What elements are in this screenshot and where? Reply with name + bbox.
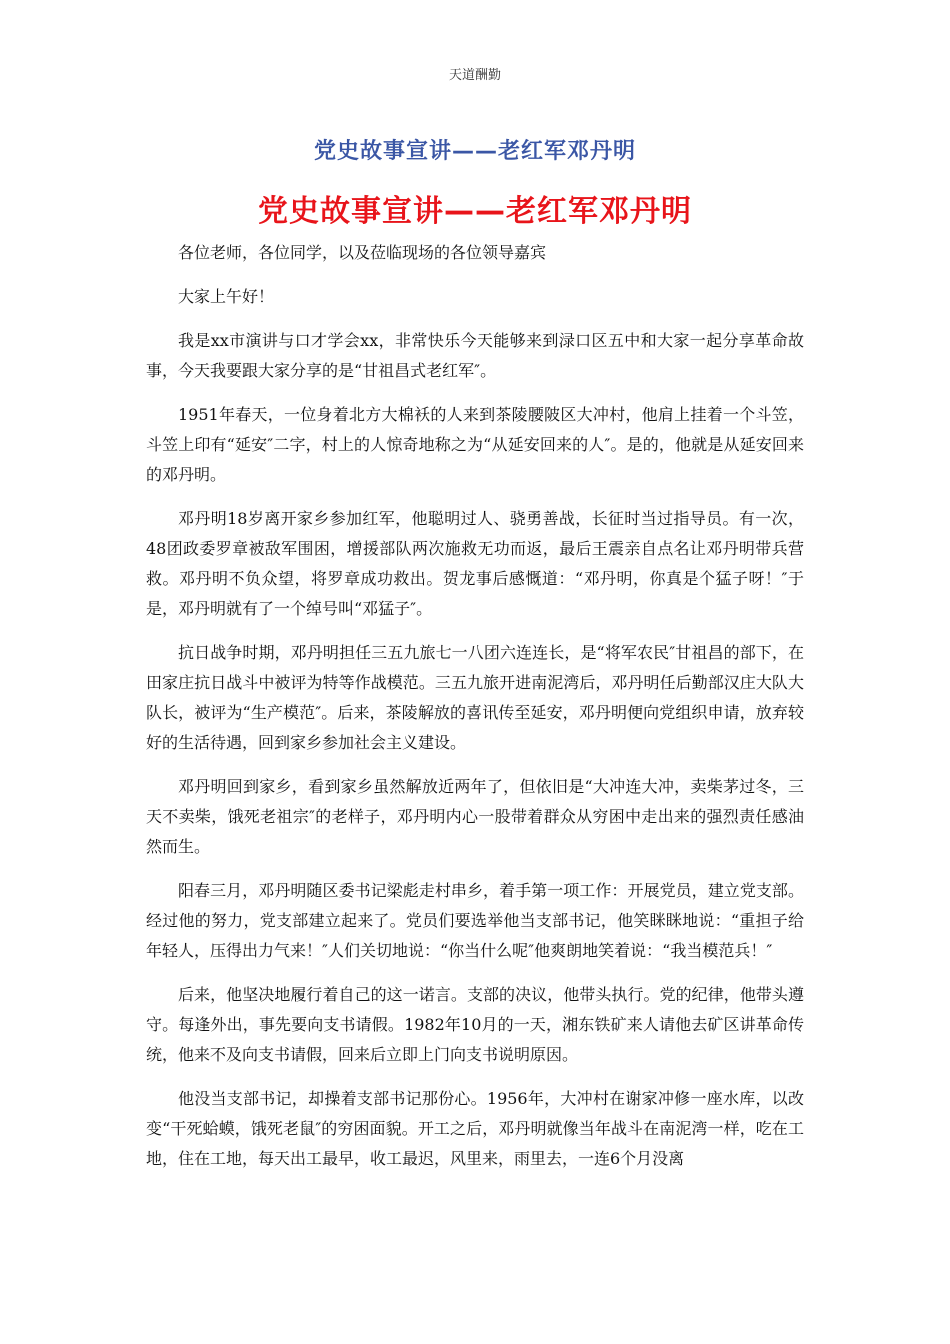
paragraph: 阳春三月，邓丹明随区委书记梁彪走村串乡，着手第一项工作：开展党员，建立党支部。经过他的努力，党支部建立起来了。党员们要选举他当支部书记，他笑眯眯地说：“重担子给年轻人，压得出力气来！″人们关切地说：“你当什么呢″他爽朗地笑着说：“我当模范兵！″ bbox=[146, 881, 804, 960]
paragraph: 1951年春天，一位身着北方大棉袄的人来到茶陵腰陂区大冲村，他肩上挂着一个斗笠，斗笠上印有“延安″二字，村上的人惊奇地称之为“从延安回来的人″。是的，他就是从延安回来的邓丹明。 bbox=[146, 405, 804, 484]
paragraph: 各位老师，各位同学，以及莅临现场的各位领导嘉宾 bbox=[178, 243, 547, 262]
paragraph: 他没当支部书记，却操着支部书记那份心。1956年，大冲村在谢家冲修一座水库，以改变“干死蛤蟆，饿死老鼠″的穷困面貌。开工之后，邓丹明就像当年战斗在南泥湾一样，吃在工地，住在工地，每天出工最早，收工最迟，风里来，雨里去，一连6个月没离 bbox=[146, 1089, 804, 1168]
document-title: 党史故事宣讲——老红军邓丹明 bbox=[258, 194, 692, 229]
paragraph: 邓丹明回到家乡，看到家乡虽然解放近两年了，但依旧是“大冲连大冲，卖柴茅过冬，三天不卖柴，饿死老祖宗″的老样子，邓丹明内心一股带着群众从穷困中走出来的强烈责任感油然而生。 bbox=[146, 777, 804, 856]
document-subtitle: 党史故事宣讲——老红军邓丹明 bbox=[313, 139, 636, 164]
running-header: 天道酬勤 bbox=[448, 68, 501, 83]
paragraph: 大家上午好！ bbox=[178, 287, 275, 306]
paragraph: 后来，他坚决地履行着自己的这一诺言。支部的决议，他带头执行。党的纪律，他带头遵守。每逢外出，事先要向支书请假。1982年10月的一天，湘东铁矿来人请他去矿区讲革命传统，他来不及向支书请假，回来后立即上门向支书说明原因。 bbox=[146, 985, 804, 1064]
paragraph: 抗日战争时期，邓丹明担任三五九旅七一八团六连连长，是“将军农民″甘祖昌的部下，在田家庄抗日战斗中被评为特等作战模范。三五九旅开进南泥湾后，邓丹明任后勤部汉庄大队大队长，被评为“生产模范″。后来，茶陵解放的喜讯传至延安，邓丹明便向党组织申请，放弃较好的生活待遇，回到家乡参加社会主义建设。 bbox=[146, 643, 804, 752]
paragraph: 邓丹明18岁离开家乡参加红军，他聪明过人、骁勇善战，长征时当过指导员。有一次，48团政委罗章被敌军围困，增援部队两次施救无功而返，最后王震亲自点名让邓丹明带兵营救。邓丹明不负众望，将罗章成功救出。贺龙事后感慨道：“邓丹明，你真是个猛子呀！″于是，邓丹明就有了一个绰号叫“邓猛子″。 bbox=[146, 509, 804, 618]
paragraph: 我是xx市演讲与口才学会xx，非常快乐今天能够来到渌口区五中和大家一起分享革命故事，今天我要跟大家分享的是“甘祖昌式老红军″。 bbox=[146, 331, 804, 380]
document-body bbox=[146, 238, 804, 1188]
